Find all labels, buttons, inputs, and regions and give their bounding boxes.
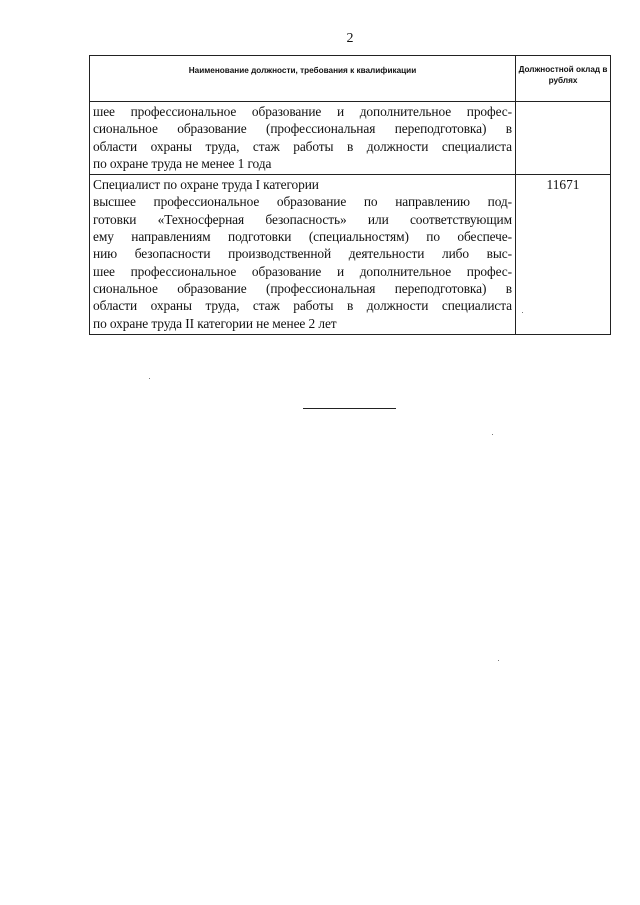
table-row: [90, 175, 611, 335]
text-line: шее профессиональное образование и дополнительное профес-: [93, 263, 512, 279]
position-qualification-table: [89, 55, 611, 335]
scan-speck: [522, 312, 523, 313]
text-line: высшее профессиональное образование по направлению под-: [93, 194, 512, 210]
text-line: ему направлениям подготовки (специальностям) по обеспече-: [93, 229, 512, 245]
salary-cell: 11671: [516, 175, 611, 335]
text-line: области охраны труда, стаж работы в должности специалиста: [93, 138, 512, 154]
position-title-line: Специалист по охране труда I категории: [93, 177, 319, 193]
text-line: сиональное образование (профессиональная переподготовка) в: [93, 280, 512, 296]
text-line: готовки «Техносферная безопасность» или соответствующим: [93, 211, 512, 227]
text-line: по охране труда II категории не менее 2 лет: [93, 315, 337, 331]
table-header-row: [90, 56, 611, 102]
scan-speck: [498, 660, 499, 661]
scan-speck: [149, 378, 150, 379]
text-line: сиональное образование (профессиональная переподготовка) в: [93, 121, 512, 137]
header-salary: Должностной оклад в рублях: [516, 56, 611, 102]
salary-cell: [516, 102, 611, 175]
text-line: нию безопасности производственной деятельности либо выс-: [93, 246, 512, 262]
text-line: области охраны труда, стаж работы в должности специалиста: [93, 298, 512, 314]
header-position-name: Наименование должности, требования к квалификации: [90, 56, 516, 102]
position-requirements-cell: [90, 102, 516, 175]
end-of-document-rule: [303, 408, 396, 409]
table-row: [90, 102, 611, 175]
position-requirements-cell: [90, 175, 516, 335]
text-line: по охране труда не менее 1 года: [93, 155, 272, 171]
text-line: шее профессиональное образование и дополнительное профес-: [93, 104, 512, 119]
scan-speck: [492, 434, 493, 435]
page-number: 2: [346, 31, 354, 46]
